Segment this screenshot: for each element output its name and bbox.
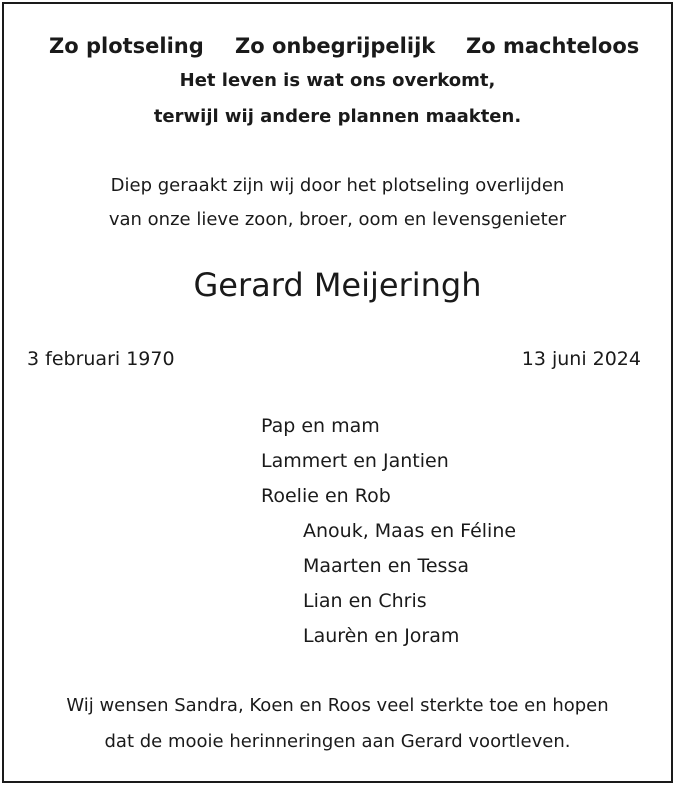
headline xyxy=(4,34,671,64)
closing-line-2: dat de mooie herinneringen aan Gerard voortleven. xyxy=(104,731,571,752)
grandchild-entry: Lian en Chris xyxy=(303,590,427,612)
deceased-name: Gerard Meijeringh xyxy=(193,266,482,304)
family-member: Pap en mam xyxy=(261,415,380,437)
closing-line-1: Wij wensen Sandra, Koen en Roos veel sterkte toe en hopen xyxy=(66,695,609,716)
birth-date: 3 februari 1970 xyxy=(27,348,175,370)
quote-line-2: terwijl wij andere plannen maakten. xyxy=(153,106,522,127)
headline-right: Zo machteloos xyxy=(466,34,640,58)
death-date: 13 juni 2024 xyxy=(521,348,641,370)
headline-middle: Zo onbegrijpelijk xyxy=(235,34,436,58)
intro-line-2: van onze lieve zoon, broer, oom en levensgenieter xyxy=(108,209,567,230)
family-member: Lammert en Jantien xyxy=(261,450,449,472)
announcement-frame xyxy=(2,2,673,783)
headline-left: Zo plotseling xyxy=(49,34,204,58)
grandchild-entry: Anouk, Maas en Féline xyxy=(303,520,517,542)
quote-line-1: Het leven is wat ons overkomt, xyxy=(179,70,496,91)
grandchild-entry: Laurèn en Joram xyxy=(303,625,460,647)
grandchild-entry: Maarten en Tessa xyxy=(303,555,469,577)
intro-line-1: Diep geraakt zijn wij door het plotseling overlijden xyxy=(110,175,565,196)
family-member: Roelie en Rob xyxy=(261,485,391,507)
